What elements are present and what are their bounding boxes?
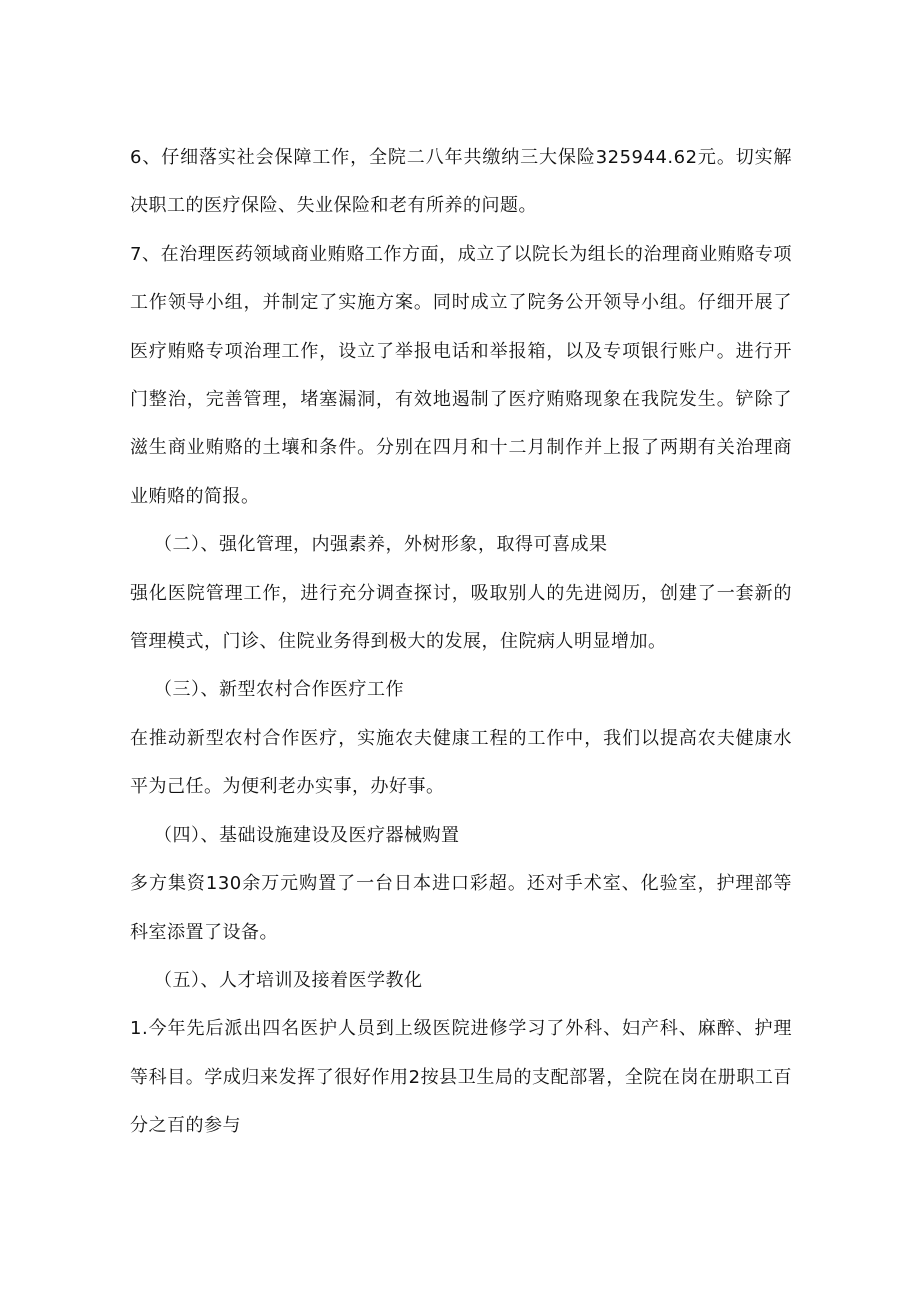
paragraph-rural-cooperative: 在推动新型农村合作医疗，实施农夫健康工程的工作中，我们以提高农夫健康水平为己任。为便利老办实事，办好事。 [130, 727, 792, 798]
section-heading-rural-cooperative: （三）、新型农村合作医疗工作 [154, 679, 404, 701]
section-heading-infrastructure: （四）、基础设施建设及医疗器械购置 [154, 824, 460, 846]
paragraph-management: 强化医院管理工作，进行充分调查探讨，吸取别人的先进阅历，创建了一套新的管理模式，门诊、住院业务得到极大的发展，住院病人明显增加。 [130, 582, 792, 653]
paragraph-infrastructure: 多方集资130余万元购置了一台日本进口彩超。还对手术室、化验室，护理部等科室添置了设备。 [130, 873, 792, 943]
paragraph-anti-bribery: 7、在治理医药领域商业贿赂工作方面，成立了以院长为组长的治理商业贿赂专项工作领导小组，并制定了实施方案。同时成立了院务公开领导小组。仔细开展了医疗贿赂专项治理工作，设立了举报电话和举报箱，以及专项银行账户。进行开门整治，完善管理，堵塞漏洞，有效地遏制了医疗贿赂现象在我院发生。铲除了滋生商业贿赂的土壤和条件。分别在四月和十二月制作并上报了两期有关治理商业贿赂的简报。 [130, 243, 792, 507]
document-body [130, 134, 792, 1151]
section-heading-management: （二）、强化管理，内强素养，外树形象，取得可喜成果 [154, 534, 608, 556]
paragraph-training: 1.今年先后派出四名医护人员到上级医院进修学习了外科、妇产科、麻醉、护理等科目。学成归来发挥了很好作用2按县卫生局的支配部署，全院在岗在册职工百分之百的参与 [130, 1018, 792, 1137]
section-heading-training: （五）、人才培训及接着医学教化 [154, 969, 423, 991]
paragraph-social-security: 6、仔细落实社会保障工作，全院二八年共缴纳三大保险325944.62元。切实解决职工的医疗保险、失业保险和老有所养的问题。 [130, 147, 792, 217]
